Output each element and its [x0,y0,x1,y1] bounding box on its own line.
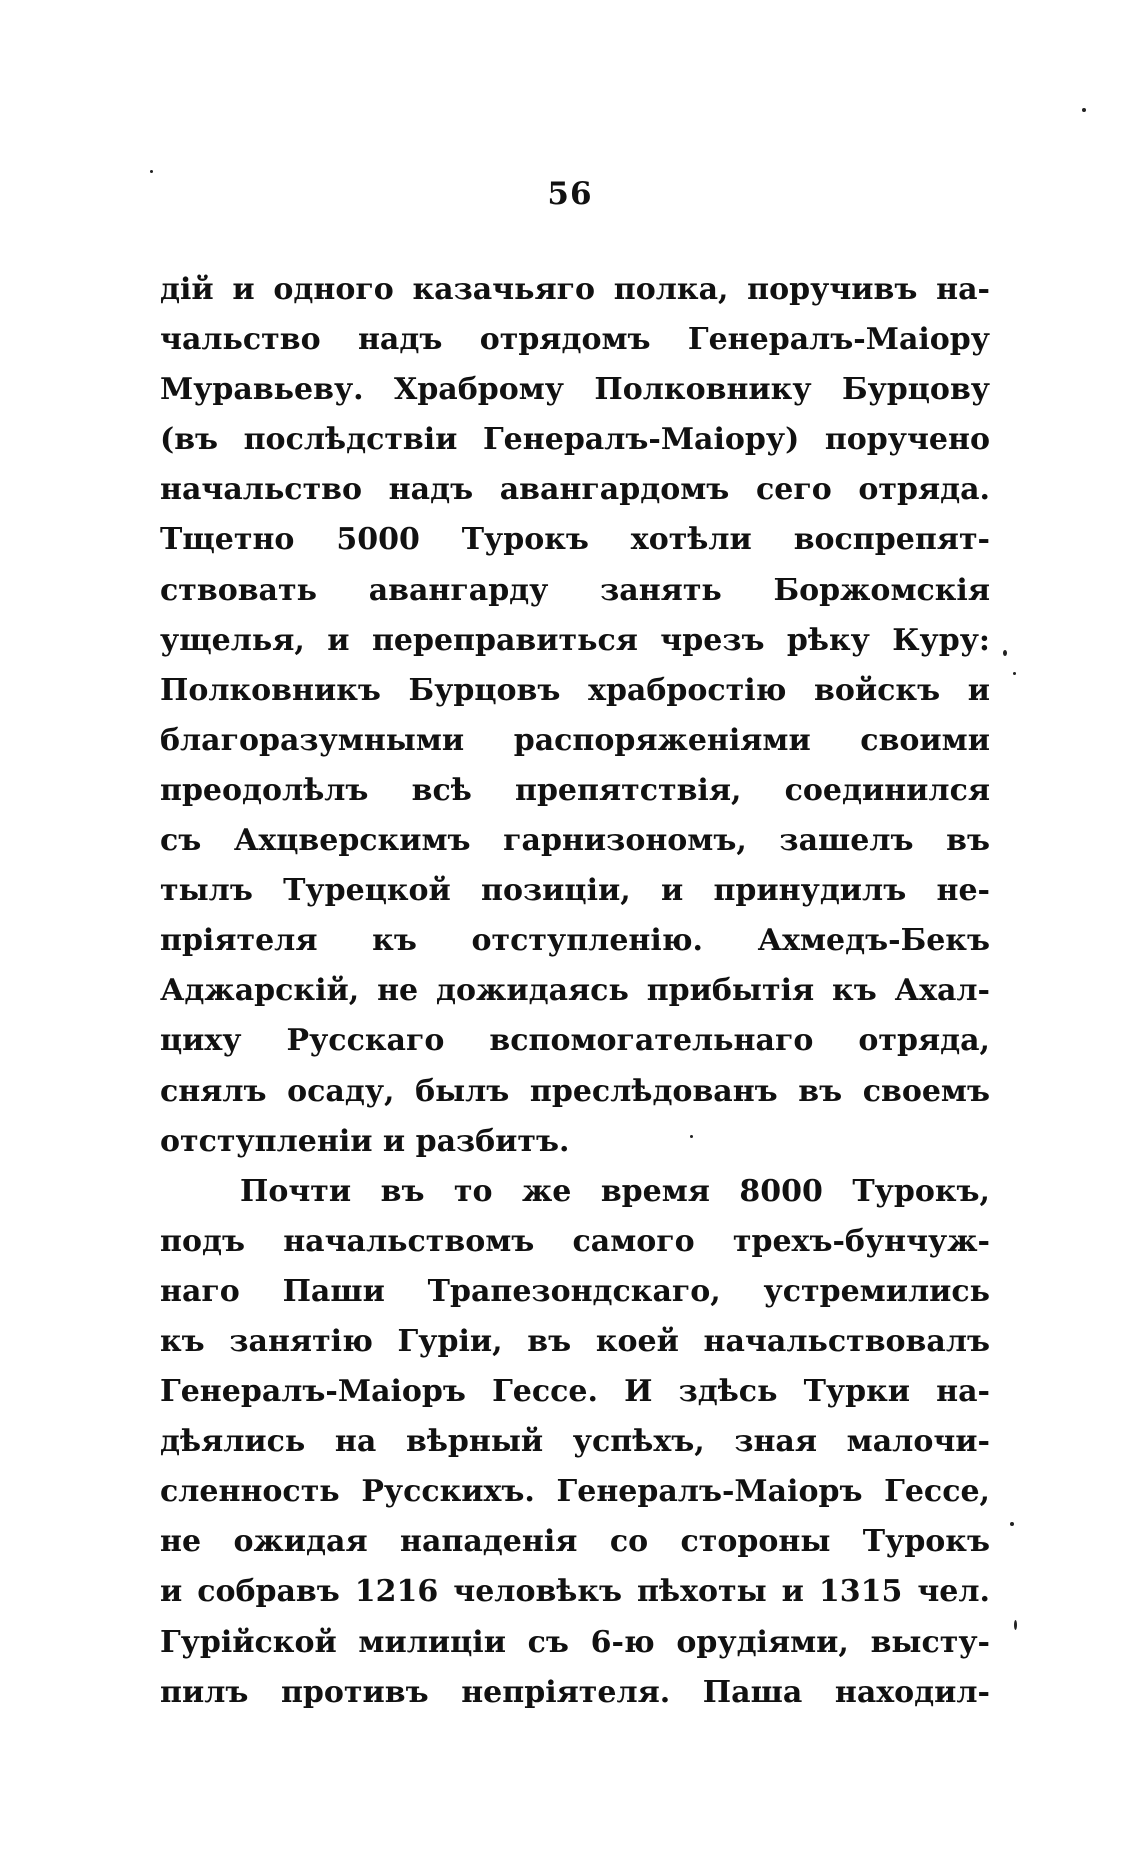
text-line: пилъ противъ непріятеля. Паша находил- [160,1674,990,1710]
scan-speck [150,170,153,173]
text-line: Полковникъ Бурцовъ храбростію войскъ и [160,672,990,708]
page-number: 56 [547,176,593,212]
text-line: наго Паши Трапезондскаго, устремились [160,1273,990,1309]
text-line: къ занятію Гуріи, въ коей начальствовалъ [160,1323,990,1359]
text-line: съ Ахцверскимъ гарнизономъ, зашелъ въ [160,823,990,859]
text-line: отступленіи и разбитъ. [160,1123,570,1159]
text-line: ущелья, и переправиться чрезъ рѣку Куру: [160,622,990,658]
text-line: циху Русскаго вспомогательнаго отряда, [160,1023,990,1059]
text-line: Генералъ-Маіоръ Гессе. И здѣсь Турки на- [160,1374,990,1410]
scan-speck [1003,650,1007,656]
text-line: и собравъ 1216 человѣкъ пѣхоты и 1315 чел. [160,1574,990,1610]
text-line: Почти въ то же время 8000 Турокъ, [240,1173,990,1209]
scan-speck [1013,672,1016,675]
scan-speck [690,1135,693,1138]
scan-speck [1014,1620,1017,1630]
text-line: сленность Русскихъ. Генералъ-Маіоръ Гессе, [160,1474,990,1510]
text-line: преодолѣлъ всѣ препятствія, соединился [160,772,990,808]
scan-speck [1010,1522,1014,1526]
text-line: чальство надъ отрядомъ Генералъ-Маіору [160,322,990,358]
text-line: дѣялись на вѣрный успѣхъ, зная малочи- [160,1424,990,1460]
text-line: снялъ осаду, былъ преслѣдованъ въ своемъ [160,1073,990,1109]
text-line: Аджарскій, не дожидаясь прибытія къ Ахал- [160,973,990,1009]
scan-speck [1082,108,1086,112]
text-line: Гурійской милиціи съ 6-ю орудіями, высту- [160,1624,990,1660]
text-line: ствовать авангарду занять Боржомскія [160,572,990,608]
text-line: пріятеля къ отступленію. Ахмедъ-Бекъ [160,923,990,959]
text-line: дій и одного казачьяго полка, поручивъ на- [160,272,990,307]
text-line: не ожидая нападенія со стороны Турокъ [160,1524,990,1560]
page-text [160,265,990,1718]
text-line: тылъ Турецкой позиціи, и принудилъ не- [160,873,990,909]
text-line: (въ послѣдствіи Генералъ-Маіору) поручено [160,422,990,458]
text-line: подъ начальствомъ самого трехъ-бунчуж- [160,1223,990,1259]
text-line: Муравьеву. Храброму Полковнику Бурцову [160,372,990,408]
text-line: благоразумными распоряженіями своими [160,722,990,758]
text-line: начальство надъ авангардомъ сего отряда. [160,472,990,508]
text-line: Тщетно 5000 Турокъ хотѣли воспрепят- [160,522,990,558]
